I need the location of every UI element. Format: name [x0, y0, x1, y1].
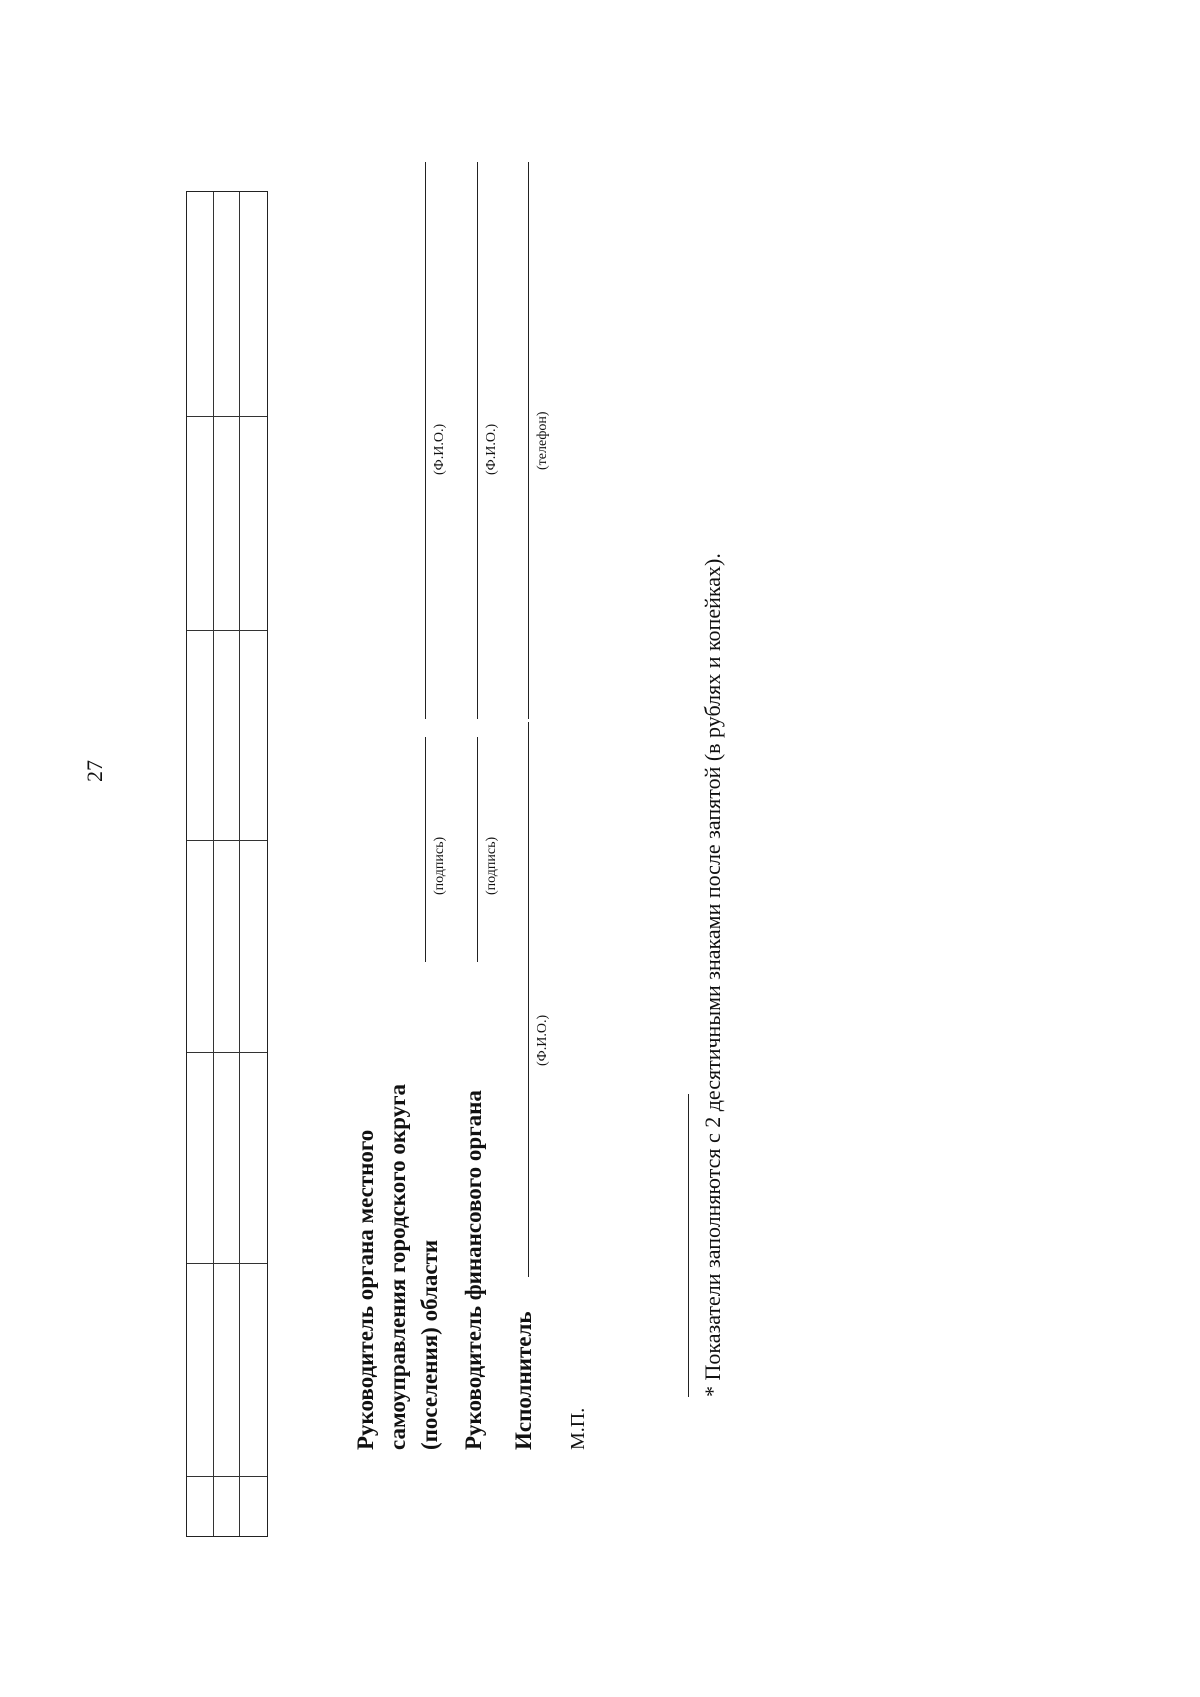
- table-column-divider: [187, 1263, 267, 1264]
- executor-name-line: [528, 722, 529, 1277]
- head-financial-name-line: [477, 162, 478, 719]
- table-row-divider: [213, 192, 214, 1536]
- page-number: 27: [82, 760, 107, 782]
- name-caption: (Ф.И.О.): [432, 423, 447, 475]
- table-column-divider: [187, 1476, 267, 1477]
- table-column-divider: [187, 630, 267, 631]
- label-line: (поселения) области: [417, 1239, 442, 1450]
- footnote-rule: [688, 1094, 689, 1397]
- head-of-financial-body-label: Руководитель финансового органа: [461, 1090, 486, 1450]
- phone-caption: (телефон): [535, 411, 550, 470]
- table-column-divider: [187, 416, 267, 417]
- table-column-divider: [187, 1052, 267, 1053]
- table-row-divider: [239, 192, 240, 1536]
- name-caption: (Ф.И.О.): [484, 423, 499, 475]
- data-table: [186, 191, 268, 1537]
- footnote-text: * Показатели заполняются с 2 десятичными знаками после запятой (в рублях и копейках).: [700, 553, 725, 1397]
- label-line: самоуправления городского округа: [385, 1083, 410, 1450]
- head-of-local-government-label: [350, 1084, 446, 1450]
- head-financial-signature-line: [477, 737, 478, 962]
- stamp-label: М.П.: [567, 1407, 589, 1450]
- table-column-divider: [187, 840, 267, 841]
- executor-label: Исполнитель: [511, 1311, 536, 1450]
- executor-phone-line: [528, 162, 529, 719]
- signature-caption: (подпись): [484, 836, 499, 895]
- head-local-signature-line: [425, 737, 426, 962]
- signature-caption: (подпись): [432, 836, 447, 895]
- head-local-name-line: [425, 162, 426, 719]
- name-caption: (Ф.И.О.): [535, 1014, 550, 1066]
- label-line: Руководитель органа местного: [353, 1129, 378, 1450]
